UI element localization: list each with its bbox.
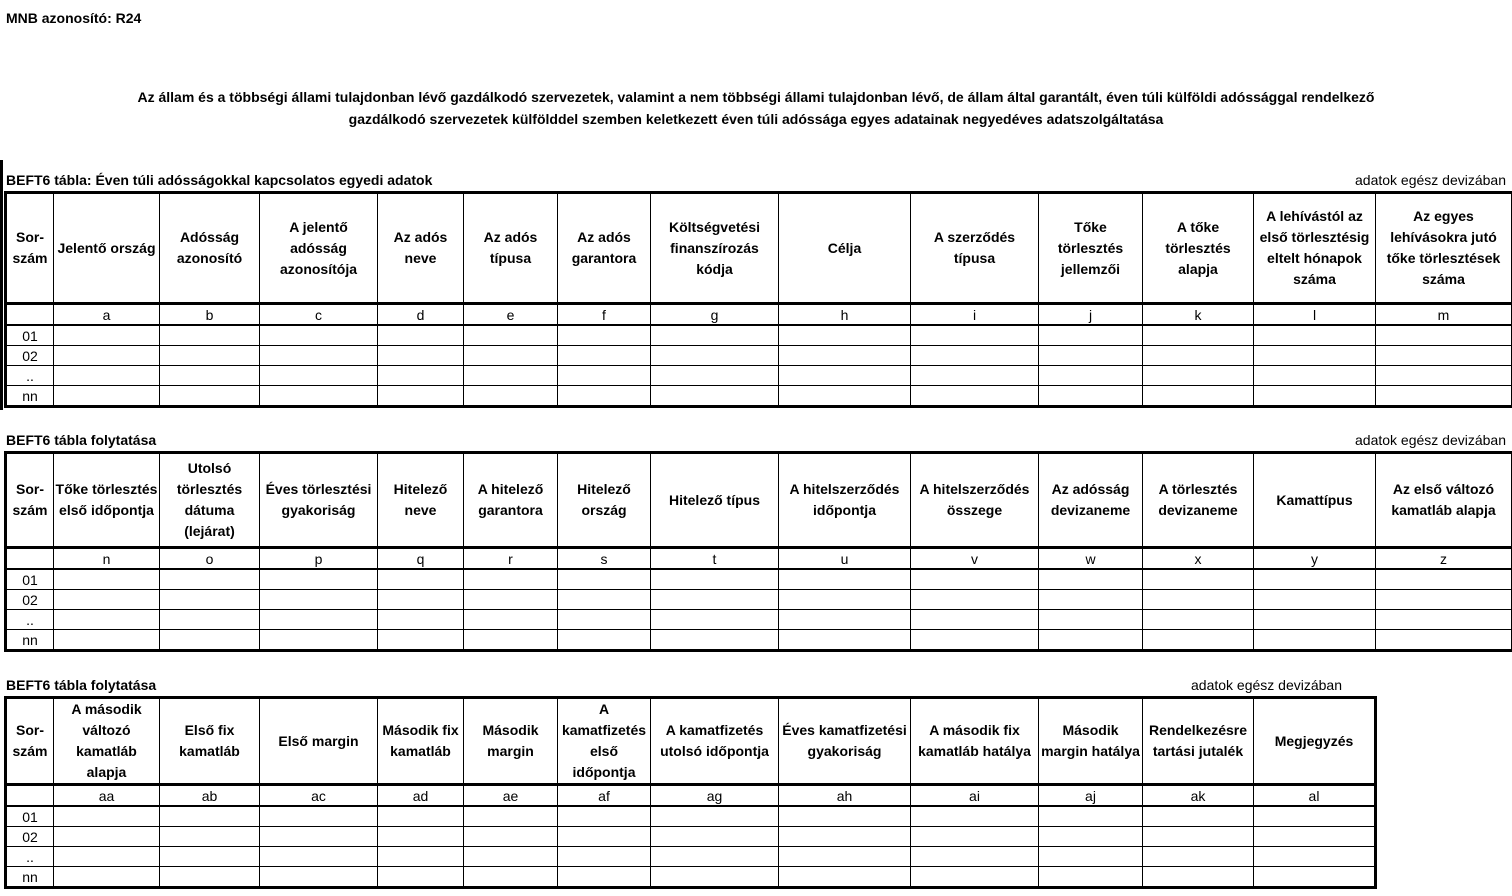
column-code: ag — [651, 785, 779, 807]
column-header: A második fix kamatláb hatálya — [911, 698, 1039, 785]
column-header: A kamatfizetés utolsó időpontja — [651, 698, 779, 785]
data-cell[interactable] — [260, 847, 378, 867]
data-cell[interactable] — [1039, 610, 1143, 630]
column-header: Az adós neve — [378, 193, 464, 304]
row-number: 01 — [6, 325, 54, 346]
column-code: b — [160, 304, 260, 326]
data-cell[interactable] — [1039, 867, 1143, 888]
column-code: t — [651, 548, 779, 570]
data-cell[interactable] — [558, 366, 651, 386]
data-cell[interactable] — [378, 346, 464, 366]
table-row — [6, 325, 1512, 346]
column-header: Hitelező típus — [651, 453, 779, 548]
data-cell[interactable] — [1376, 325, 1512, 346]
column-header: A törlesztés devizaneme — [1143, 453, 1254, 548]
data-cell[interactable] — [1254, 867, 1376, 888]
column-code: o — [160, 548, 260, 570]
column-header: Második fix kamatláb — [378, 698, 464, 785]
data-cell[interactable] — [1039, 630, 1143, 651]
data-cell[interactable] — [1376, 346, 1512, 366]
row-number: 01 — [6, 569, 54, 590]
header-row — [6, 698, 1376, 785]
data-cell[interactable] — [378, 630, 464, 651]
data-cell[interactable] — [160, 346, 260, 366]
data-cell[interactable] — [911, 630, 1039, 651]
data-cell[interactable] — [260, 366, 378, 386]
column-header: Második margin hatálya — [1039, 698, 1143, 785]
data-cell[interactable] — [160, 827, 260, 847]
column-header: Jelentő ország — [54, 193, 160, 304]
data-cell[interactable] — [1143, 847, 1254, 867]
data-cell[interactable] — [911, 867, 1039, 888]
column-code: z — [1376, 548, 1512, 570]
column-header: Az adós típusa — [464, 193, 558, 304]
column-code: u — [779, 548, 911, 570]
data-cell[interactable] — [911, 847, 1039, 867]
data-cell[interactable] — [779, 847, 911, 867]
column-code: s — [558, 548, 651, 570]
data-cell[interactable] — [1039, 366, 1143, 386]
column-code: ac — [260, 785, 378, 807]
data-cell[interactable] — [1254, 366, 1376, 386]
data-cell[interactable] — [779, 610, 911, 630]
column-header: A szerződés típusa — [911, 193, 1039, 304]
column-header: A hitelszerződés összege — [911, 453, 1039, 548]
data-cell[interactable] — [54, 827, 160, 847]
row-number: 02 — [6, 590, 54, 610]
column-code: d — [378, 304, 464, 326]
data-cell[interactable] — [911, 590, 1039, 610]
column-header: Sor-szám — [6, 193, 54, 304]
data-cell[interactable] — [1254, 569, 1376, 590]
data-cell[interactable] — [1143, 806, 1254, 827]
data-cell[interactable] — [464, 346, 558, 366]
column-header: Éves kamatfizetési gyakoriság — [779, 698, 911, 785]
column-code: h — [779, 304, 911, 326]
column-header: Az első változó kamatláb alapja — [1376, 453, 1512, 548]
data-cell[interactable] — [260, 346, 378, 366]
data-cell[interactable] — [378, 847, 464, 867]
column-header: Célja — [779, 193, 911, 304]
column-code — [6, 785, 54, 807]
table-2-unit: adatok egész devizában — [1355, 432, 1506, 448]
data-cell[interactable] — [558, 847, 651, 867]
data-cell[interactable] — [464, 610, 558, 630]
data-cell[interactable] — [160, 325, 260, 346]
column-code: a — [54, 304, 160, 326]
data-cell[interactable] — [54, 590, 160, 610]
data-cell[interactable] — [558, 569, 651, 590]
column-code: x — [1143, 548, 1254, 570]
table-1 — [4, 191, 1512, 408]
table-3-title: BEFT6 tábla folytatása — [6, 677, 157, 693]
column-code: w — [1039, 548, 1143, 570]
table-row — [6, 386, 1512, 407]
column-header: Rendelkezésre tartási jutalék — [1143, 698, 1254, 785]
data-cell[interactable] — [911, 569, 1039, 590]
data-cell[interactable] — [260, 590, 378, 610]
column-header: A kamatfizetés első időpontja — [558, 698, 651, 785]
column-header: Tőke törlesztés első időpontja — [54, 453, 160, 548]
main-title-line-2: gazdálkodó szervezetek külfölddel szemben keletkezett éven túli adóssága egyes adatainak negyedéves adatszolgáltatása — [348, 111, 1164, 127]
data-cell[interactable] — [911, 366, 1039, 386]
data-cell[interactable] — [378, 827, 464, 847]
data-cell[interactable] — [54, 847, 160, 867]
data-cell[interactable] — [1143, 325, 1254, 346]
data-cell[interactable] — [464, 806, 558, 827]
column-code: ai — [911, 785, 1039, 807]
data-cell[interactable] — [464, 569, 558, 590]
data-cell[interactable] — [651, 806, 779, 827]
data-cell[interactable] — [464, 366, 558, 386]
table-row — [6, 630, 1512, 651]
data-cell[interactable] — [1254, 610, 1376, 630]
data-cell[interactable] — [378, 569, 464, 590]
data-cell[interactable] — [54, 630, 160, 651]
column-header: Az egyes lehívásokra jutó tőke törlesztések száma — [1376, 193, 1512, 304]
column-code-row — [6, 548, 1512, 570]
data-cell[interactable] — [464, 847, 558, 867]
data-cell[interactable] — [54, 386, 160, 407]
data-cell[interactable] — [160, 610, 260, 630]
data-cell[interactable] — [1376, 610, 1512, 630]
data-cell[interactable] — [911, 806, 1039, 827]
data-cell[interactable] — [378, 366, 464, 386]
column-code: ah — [779, 785, 911, 807]
column-header: A hitelszerződés időpontja — [779, 453, 911, 548]
data-cell[interactable] — [1254, 325, 1376, 346]
column-code: y — [1254, 548, 1376, 570]
data-cell[interactable] — [1376, 590, 1512, 610]
data-cell[interactable] — [160, 366, 260, 386]
data-cell[interactable] — [1143, 569, 1254, 590]
data-cell[interactable] — [558, 610, 651, 630]
data-cell[interactable] — [911, 827, 1039, 847]
data-cell[interactable] — [651, 325, 779, 346]
column-code: aa — [54, 785, 160, 807]
data-cell[interactable] — [464, 630, 558, 651]
column-header: Éves törlesztési gyakoriság — [260, 453, 378, 548]
row-number: .. — [6, 366, 54, 386]
data-cell[interactable] — [260, 386, 378, 407]
data-cell[interactable] — [378, 386, 464, 407]
data-cell[interactable] — [260, 806, 378, 827]
column-code: f — [558, 304, 651, 326]
column-code: c — [260, 304, 378, 326]
data-cell[interactable] — [260, 867, 378, 888]
row-number: 02 — [6, 827, 54, 847]
column-code: aj — [1039, 785, 1143, 807]
column-header: Hitelező ország — [558, 453, 651, 548]
column-code: ak — [1143, 785, 1254, 807]
column-code: g — [651, 304, 779, 326]
column-header: Hitelező neve — [378, 453, 464, 548]
row-number: .. — [6, 847, 54, 867]
column-header: A hitelező garantora — [464, 453, 558, 548]
column-code: i — [911, 304, 1039, 326]
data-cell[interactable] — [378, 806, 464, 827]
column-header: Tőke törlesztés jellemzői — [1039, 193, 1143, 304]
data-cell[interactable] — [558, 590, 651, 610]
data-cell[interactable] — [558, 630, 651, 651]
column-code: v — [911, 548, 1039, 570]
column-header: A jelentő adósság azonosítója — [260, 193, 378, 304]
data-cell[interactable] — [1254, 806, 1376, 827]
column-code: ab — [160, 785, 260, 807]
table-2-title: BEFT6 tábla folytatása — [6, 432, 157, 448]
row-number: nn — [6, 630, 54, 651]
data-cell[interactable] — [1143, 630, 1254, 651]
data-cell[interactable] — [911, 610, 1039, 630]
main-title — [0, 86, 1512, 130]
data-cell[interactable] — [464, 590, 558, 610]
data-cell[interactable] — [260, 610, 378, 630]
data-cell[interactable] — [1254, 346, 1376, 366]
column-code: r — [464, 548, 558, 570]
table-1-title: BEFT6 tábla: Éven túli adósságokkal kapcsolatos egyedi adatok — [6, 172, 433, 188]
data-cell[interactable] — [1143, 827, 1254, 847]
data-cell[interactable] — [651, 867, 779, 888]
data-cell[interactable] — [160, 867, 260, 888]
header-row — [6, 193, 1512, 304]
data-cell[interactable] — [1039, 569, 1143, 590]
data-cell[interactable] — [378, 325, 464, 346]
table-row — [6, 867, 1376, 888]
data-cell[interactable] — [1039, 346, 1143, 366]
data-cell[interactable] — [1143, 867, 1254, 888]
data-cell[interactable] — [558, 346, 651, 366]
main-title-line-1: Az állam és a többségi állami tulajdonban lévő gazdálkodó szervezetek, valamint a nem többségi állami tulajdonban lévő, de állam által garantált, éven túli külföldi adóssággal rendelkező — [137, 89, 1375, 105]
column-code — [6, 548, 54, 570]
data-cell[interactable] — [1376, 569, 1512, 590]
data-cell[interactable] — [160, 630, 260, 651]
data-cell[interactable] — [779, 569, 911, 590]
mnb-id: MNB azonosító: R24 — [6, 10, 142, 26]
column-code: al — [1254, 785, 1376, 807]
data-cell[interactable] — [558, 386, 651, 407]
data-cell[interactable] — [1254, 847, 1376, 867]
data-cell[interactable] — [160, 806, 260, 827]
data-cell[interactable] — [54, 366, 160, 386]
data-cell[interactable] — [558, 325, 651, 346]
column-code: e — [464, 304, 558, 326]
row-number: nn — [6, 867, 54, 888]
data-cell[interactable] — [779, 325, 911, 346]
table-3-unit: adatok egész devizában — [1191, 677, 1342, 693]
data-cell[interactable] — [1039, 325, 1143, 346]
column-header: Első margin — [260, 698, 378, 785]
data-cell[interactable] — [378, 590, 464, 610]
data-cell[interactable] — [1039, 590, 1143, 610]
data-cell[interactable] — [911, 325, 1039, 346]
data-cell[interactable] — [651, 610, 779, 630]
data-cell[interactable] — [558, 827, 651, 847]
column-header: Adósság azonosító — [160, 193, 260, 304]
table-row — [6, 847, 1376, 867]
data-cell[interactable] — [1039, 847, 1143, 867]
data-cell[interactable] — [558, 806, 651, 827]
data-cell[interactable] — [1254, 386, 1376, 407]
data-cell[interactable] — [911, 386, 1039, 407]
table-row — [6, 590, 1512, 610]
data-cell[interactable] — [1143, 590, 1254, 610]
data-cell[interactable] — [1039, 386, 1143, 407]
column-header: Megjegyzés — [1254, 698, 1376, 785]
data-cell[interactable] — [54, 569, 160, 590]
data-cell[interactable] — [260, 325, 378, 346]
data-cell[interactable] — [160, 847, 260, 867]
column-code — [6, 304, 54, 326]
data-cell[interactable] — [160, 590, 260, 610]
column-header: A második változó kamatláb alapja — [54, 698, 160, 785]
row-number: 02 — [6, 346, 54, 366]
data-cell[interactable] — [558, 867, 651, 888]
column-code: j — [1039, 304, 1143, 326]
column-header: A lehívástól az első törlesztésig eltelt hónapok száma — [1254, 193, 1376, 304]
data-cell[interactable] — [464, 867, 558, 888]
data-cell[interactable] — [779, 346, 911, 366]
data-cell[interactable] — [779, 386, 911, 407]
column-header: Sor-szám — [6, 453, 54, 548]
data-cell[interactable] — [54, 806, 160, 827]
data-cell[interactable] — [1039, 827, 1143, 847]
column-header: A tőke törlesztés alapja — [1143, 193, 1254, 304]
data-cell[interactable] — [54, 610, 160, 630]
data-cell[interactable] — [54, 325, 160, 346]
data-cell[interactable] — [1254, 590, 1376, 610]
data-cell[interactable] — [1376, 366, 1512, 386]
data-cell[interactable] — [651, 590, 779, 610]
column-code: p — [260, 548, 378, 570]
data-cell[interactable] — [464, 386, 558, 407]
data-cell[interactable] — [1254, 630, 1376, 651]
row-number: 01 — [6, 806, 54, 827]
column-header: Kamattípus — [1254, 453, 1376, 548]
data-cell[interactable] — [378, 610, 464, 630]
data-cell[interactable] — [651, 847, 779, 867]
data-cell[interactable] — [1254, 827, 1376, 847]
data-cell[interactable] — [779, 630, 911, 651]
data-cell[interactable] — [779, 590, 911, 610]
data-cell[interactable] — [160, 386, 260, 407]
data-cell[interactable] — [651, 366, 779, 386]
data-cell[interactable] — [911, 346, 1039, 366]
column-code: l — [1254, 304, 1376, 326]
data-cell[interactable] — [160, 569, 260, 590]
column-code-row — [6, 785, 1376, 807]
row-number: nn — [6, 386, 54, 407]
data-cell[interactable] — [1376, 630, 1512, 651]
column-code: q — [378, 548, 464, 570]
data-cell[interactable] — [1143, 366, 1254, 386]
table-row — [6, 346, 1512, 366]
column-header: Első fix kamatláb — [160, 698, 260, 785]
data-cell[interactable] — [378, 867, 464, 888]
data-cell[interactable] — [1376, 386, 1512, 407]
data-cell[interactable] — [651, 386, 779, 407]
column-header: Utolsó törlesztés dátuma (lejárat) — [160, 453, 260, 548]
left-rule — [0, 160, 3, 410]
column-code: ae — [464, 785, 558, 807]
table-row — [6, 366, 1512, 386]
data-cell[interactable] — [779, 366, 911, 386]
data-cell[interactable] — [651, 346, 779, 366]
table-2 — [4, 451, 1512, 652]
column-code: n — [54, 548, 160, 570]
row-number: .. — [6, 610, 54, 630]
column-header: Az adós garantora — [558, 193, 651, 304]
data-cell[interactable] — [1039, 806, 1143, 827]
column-header: Második margin — [464, 698, 558, 785]
data-cell[interactable] — [464, 827, 558, 847]
table-row — [6, 569, 1512, 590]
data-cell[interactable] — [1143, 610, 1254, 630]
header-row — [6, 453, 1512, 548]
column-header: Az adósság devizaneme — [1039, 453, 1143, 548]
column-code: af — [558, 785, 651, 807]
data-cell[interactable] — [651, 569, 779, 590]
column-code: ad — [378, 785, 464, 807]
column-header: Költségvetési finanszírozás kódja — [651, 193, 779, 304]
data-cell[interactable] — [1143, 386, 1254, 407]
data-cell[interactable] — [260, 569, 378, 590]
column-code-row — [6, 304, 1512, 326]
data-cell[interactable] — [54, 867, 160, 888]
table-row — [6, 610, 1512, 630]
data-cell[interactable] — [651, 827, 779, 847]
data-cell[interactable] — [779, 867, 911, 888]
column-header: Sor-szám — [6, 698, 54, 785]
column-code: k — [1143, 304, 1254, 326]
table-1-unit: adatok egész devizában — [1355, 172, 1506, 188]
table-3 — [4, 696, 1377, 889]
data-cell[interactable] — [260, 827, 378, 847]
data-cell[interactable] — [651, 630, 779, 651]
data-cell[interactable] — [1143, 346, 1254, 366]
data-cell[interactable] — [779, 806, 911, 827]
data-cell[interactable] — [260, 630, 378, 651]
data-cell[interactable] — [464, 325, 558, 346]
data-cell[interactable] — [779, 827, 911, 847]
column-code: m — [1376, 304, 1512, 326]
data-cell[interactable] — [54, 346, 160, 366]
table-row — [6, 827, 1376, 847]
table-row — [6, 806, 1376, 827]
